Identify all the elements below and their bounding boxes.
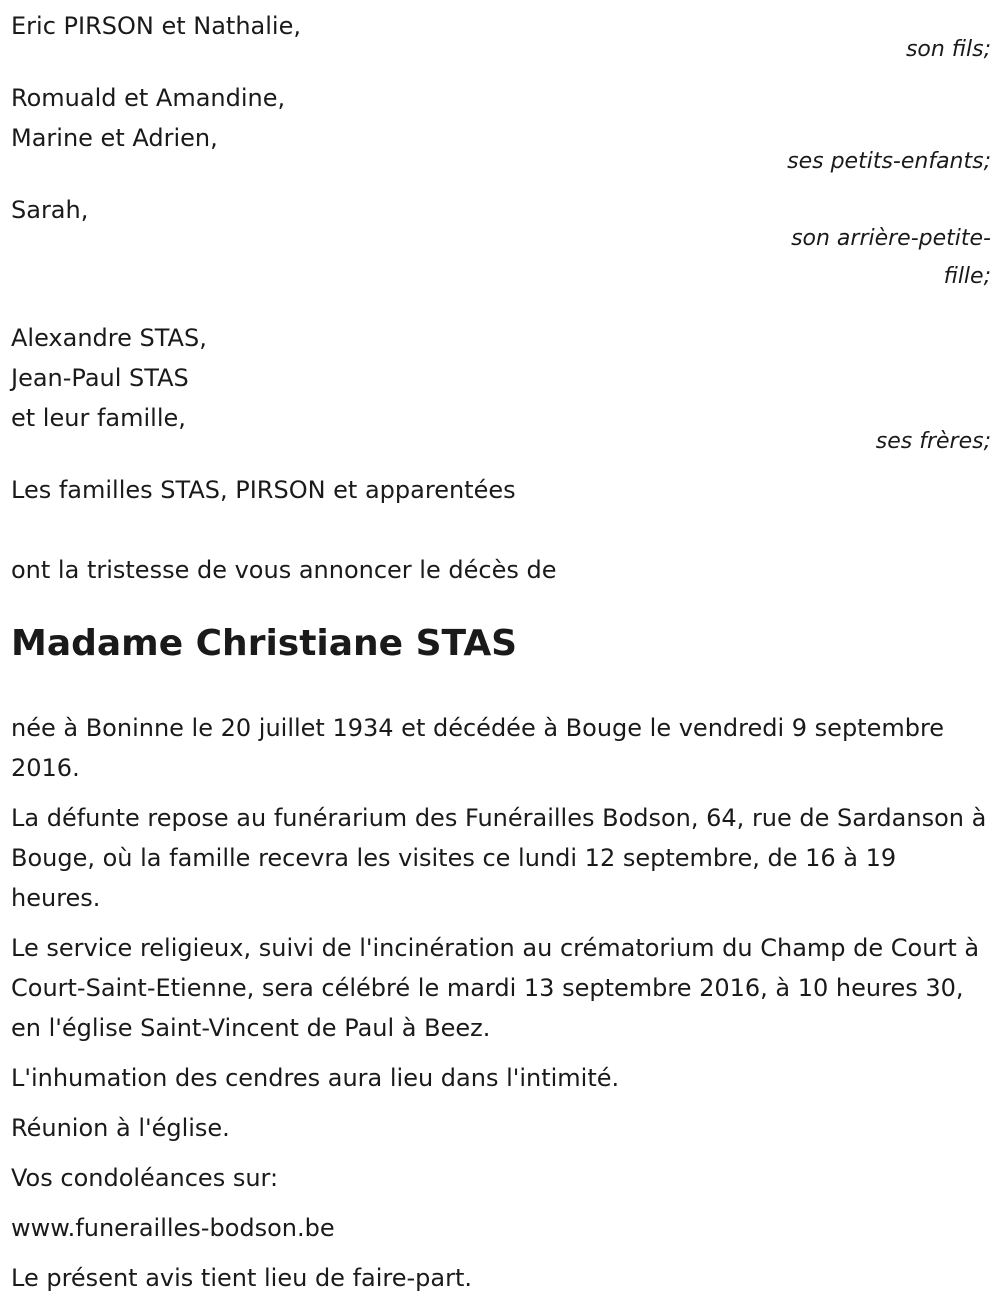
families-line: Les familles STAS, PIRSON et apparentées <box>11 476 516 504</box>
great-granddaughter-group <box>11 190 991 296</box>
grandchildren-line-2: Marine et Adrien, <box>11 124 218 152</box>
grandchildren-relation: ses petits-enfants; <box>787 149 991 174</box>
obituary-notice <box>11 6 991 1308</box>
brothers-relation: ses frères; <box>875 429 991 454</box>
notice-paragraph: Le présent avis tient lieu de faire-part. <box>11 1264 473 1292</box>
brothers-line-2: Jean-Paul STAS <box>11 364 189 392</box>
grandchildren-line-1: Romuald et Amandine, <box>11 84 286 112</box>
son-relation: son fils; <box>905 37 991 62</box>
website-link[interactable]: www.funerailles-bodson.be <box>11 1214 335 1242</box>
condolences-label: Vos condoléances sur: <box>11 1164 279 1192</box>
repose-paragraph: La défunte repose au funérarium des Funérailles Bodson, 64, rue de Sardanson à Bouge, où la famille recevra les visites ce lundi 12 septembre, de 16 à 19 heures. <box>11 804 987 912</box>
son-names: Eric PIRSON et Nathalie, <box>11 12 301 40</box>
service-paragraph: Le service religieux, suivi de l'incinération au crématorium du Champ de Court à Court-Saint-Etienne, sera célébré le mardi 13 septembre 2016, à 10 heures 30, en l'église Saint-Vincent de Paul à Beez. <box>11 934 980 1042</box>
inhumation-paragraph: L'inhumation des cendres aura lieu dans l'intimité. <box>11 1064 620 1092</box>
brothers-group <box>11 318 991 462</box>
reunion-paragraph: Réunion à l'église. <box>11 1114 230 1142</box>
son-group <box>11 6 991 70</box>
brothers-line-1: Alexandre STAS, <box>11 324 207 352</box>
announcement-text: ont la tristesse de vous annoncer le décès de <box>11 556 557 584</box>
great-granddaughter-relation: son arrière-petite-fille; <box>791 226 991 289</box>
grandchildren-group <box>11 78 991 182</box>
brothers-line-3: et leur famille, <box>11 404 186 432</box>
great-granddaughter-name: Sarah, <box>11 196 89 224</box>
birth-death-paragraph: née à Boninne le 20 juillet 1934 et décédée à Bouge le vendredi 9 septembre 2016. <box>11 714 945 782</box>
deceased-name: Madame Christiane STAS <box>11 623 518 664</box>
